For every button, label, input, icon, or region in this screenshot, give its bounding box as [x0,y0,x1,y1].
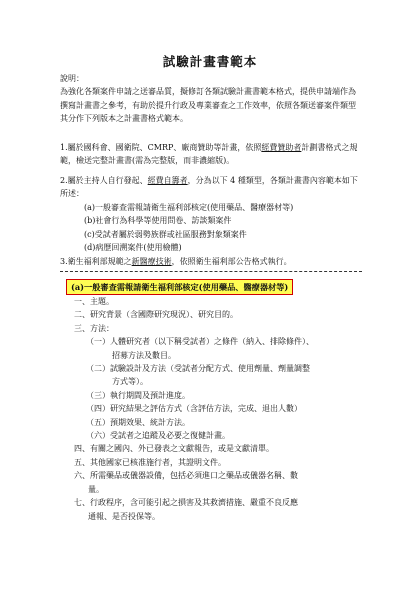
list-item: 七、行政程序，含可能引起之損害及其救濟措施、嚴重不良反應 [74,498,298,508]
item-3-rest: ，依照衛生福利部公告格式執行。 [171,257,292,266]
item-1-underlined: 經費贊助者 [261,143,302,152]
page-title: 試驗計畫書範本 [162,54,258,69]
item-2-rest: ，分為以下 4 種類型，各類計畫書內容範本如下所述： [60,176,358,199]
highlighted-heading: (a)一般審查需報請衛生福利部核定(使用藥品、醫療器材等) [66,279,293,295]
list-item: 五、其他國家已核准施行者，其證明文件。 [74,457,226,467]
item-3-prefix: 3.衛生福利部規範之 [60,257,132,266]
item-2-sub-d: (d)病歷回溯案件(使用檢體) [84,243,182,253]
item-3-underlined: 新醫療技術 [131,257,172,266]
list-item: （二）試驗設計及方法（受試者分配方式、使用劑量、劑量調整 [86,364,310,374]
item-1-prefix: 1.屬於國科會、國衛院、CMRP、廠商贊助等計畫，依照 [60,143,262,152]
intro-paragraph: 為強化各類案件申請之送審品質，擬修訂各類試驗計畫書範本格式，提供申請端作為撰寫計畫書之參考，有助於提升行政及專業審查之工作效率，依照各類送審案件類型其分作下列版本之計畫書格式範本。 [60,87,356,124]
list-item: （六）受試者之追蹤及必要之復健計畫。 [86,431,230,441]
list-item: 三、方法： [74,323,114,333]
item-1-rest: 計劃書格式之規範，檢送完整計畫書(需為完整版，而非濃縮版)。 [60,143,358,166]
section-divider [60,271,362,272]
list-item: 四、有關之國內、外已發表之文獻報告，或是文獻清單。 [74,444,274,454]
list-item: 一、主題。 [74,297,114,306]
list-item: 二、研究背景（含國際研究現況）、研究目的。 [74,310,238,320]
list-item: 量。 [88,484,104,494]
item-2-underlined: 經費自籌者 [147,176,188,185]
item-1 [60,141,362,168]
intro-section [60,72,362,126]
list-item: （一）人體研究者（以下稱受試者）之條件（納入、排除條件）、 [86,337,314,347]
list-item: （三）執行期間及預計進度。 [86,390,190,400]
outline-list [60,295,364,523]
item-2-sub-b: (b)社會行為科學等使用問卷、訪談類案件 [84,216,232,226]
item-2-sub-a: (a)一般審查需報請衛生福利部核定(使用藥品、醫療器材等) [84,202,294,212]
list-item: （五）預期效果、統計方法。 [86,417,190,427]
item-2-prefix: 2.屬於主持人自行發起、 [60,176,148,185]
list-item: 六、所需藥品或儀器設備，包括必須進口之藥品或儀器名稱、數 [74,471,298,481]
item-2-sub-c: (c)受試者屬於弱勢族群或社區服務對象類案件 [84,229,247,239]
list-item: 方式等）。 [112,377,148,387]
intro-label: 說明： [60,74,84,83]
item-2 [60,174,362,254]
list-item: 通報、是否投保等。 [88,511,160,521]
list-item: （四）研究結果之評估方式（含評估方法，完成、退出人數） [86,404,302,414]
list-item: 招募方法及數目。 [112,350,176,360]
item-3 [60,255,362,268]
